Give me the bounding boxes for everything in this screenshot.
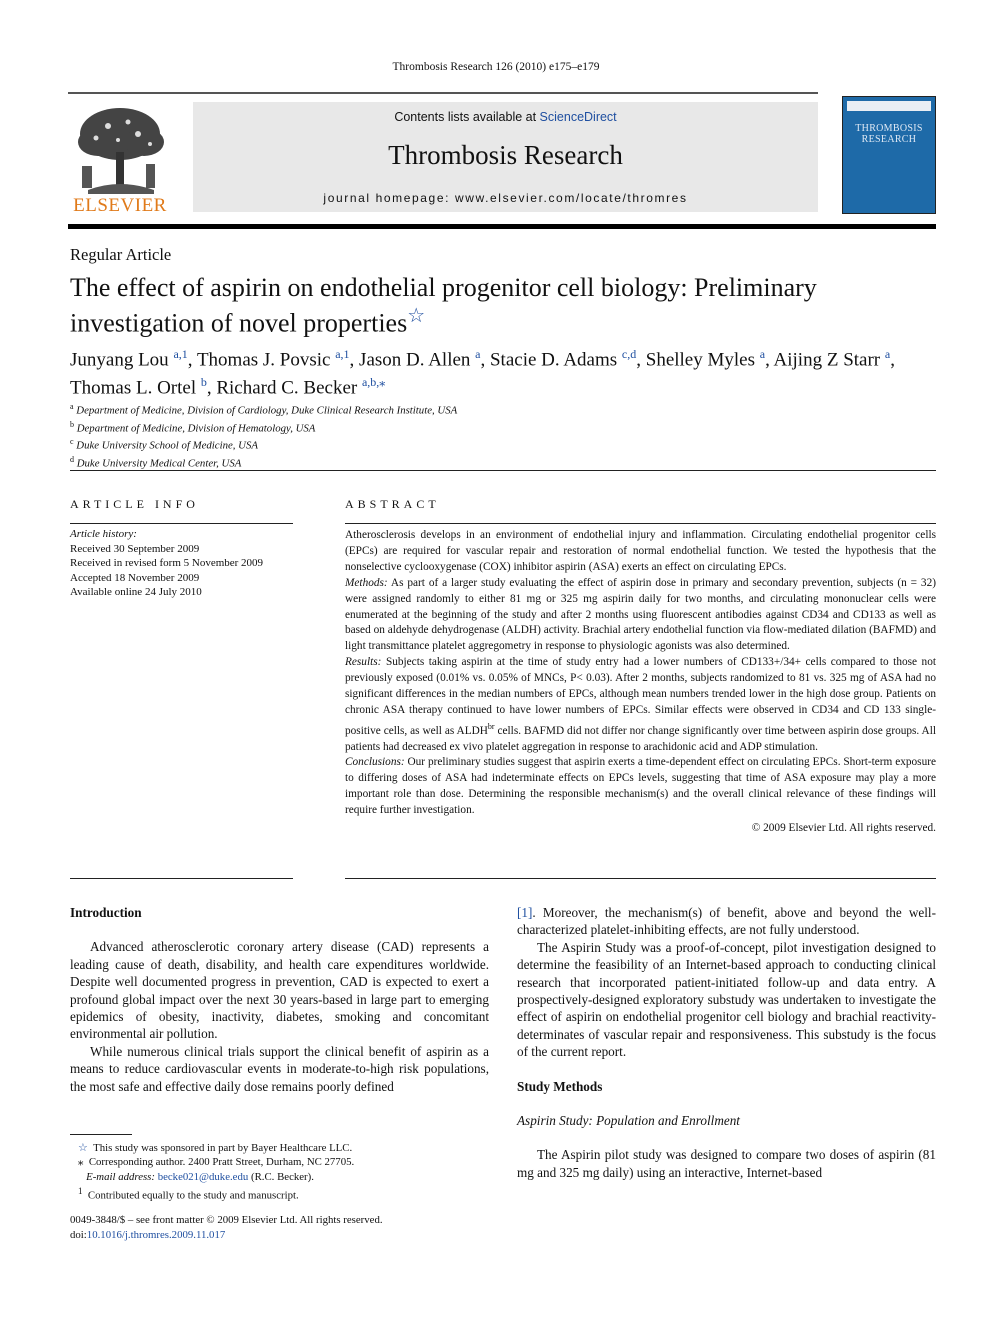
section-divider [70, 470, 936, 471]
results-sup: br [487, 721, 495, 731]
intro-paragraph-1: Advanced atherosclerotic coronary artery disease (CAD) represents a leading cause of death, disability, and health care expenditures worldwide. Despite well documented progress in prevention, CAD is expected to exert a profound global impact over the next 30 years-based in large part to emerging epidemics of obesity, inactivity, diabetes, smoking and concomitant environmental air pollution. [70, 939, 489, 1042]
history-accepted: Accepted 18 November 2009 [70, 571, 200, 584]
doi-link[interactable]: 10.1016/j.thromres.2009.11.017 [86, 1229, 226, 1241]
abstract-conclusions [345, 755, 936, 819]
author-name: Thomas L. Ortel [70, 377, 197, 399]
author-affiliation-mark[interactable]: c,d [621, 347, 637, 361]
affiliation-mark: b [70, 419, 74, 429]
results-text-a: Subjects taking aspirin at the time of study entry had a lower numbers of CD133+/34+ cells compared to those not previously exposed (0.01% vs. 0.05% of MNCs, P< 0.03). After 2 months, subjects randomized to 81 vs. 325 mg of ASA had no significant differences in the median numbers of EPCs, although mean numbers trended lower in the high dose group. Patients on chronic ASA therapy continued to have lower numbers of EPCs. Similar effects were observed in CD34 and CD 133 single-positive cells, as well as ALDH [345, 656, 936, 737]
journal-homepage[interactable]: journal homepage: www.elsevier.com/locate/thromres [323, 191, 688, 205]
author-affiliation-mark[interactable]: a [884, 347, 891, 361]
abstract-heading: ABSTRACT [345, 497, 440, 511]
affiliation-item [70, 418, 770, 436]
right-paragraph-2: The Aspirin Study was a proof-of-concept, pilot investigation designed to determine the feasibility of an Internet-based approach to conducting clinical research that incorporated patient-initiated follow-up and data entry. A prospectively-designed exploratory substudy was undertaken to investigate the effect of aspirin on endothelial progenitor cell biology and brachial reactivity-determinates of vascular repair and responsiveness. This substudy is the focus of the current report. [517, 939, 936, 1060]
abstract-background: Atherosclerosis develops in an environment of endothelial injury and inflammation. Circulating endothelial progenitor cells (EPCs) are required for vascular repair and restoration of normal endothelial function. We tested the hypothesis that the nonselective cyclooxygenase (COX) inhibitor aspirin (ASA) exerts an effect on circulating EPCs. [345, 529, 936, 573]
issn-line: 0049-3848/$ – see front matter © 2009 Elsevier Ltd. All rights reserved. [70, 1214, 383, 1226]
article-info-heading: ARTICLE INFO [70, 497, 199, 511]
contents-line [193, 110, 818, 124]
body-left-column [70, 904, 489, 1095]
affiliation-text: Duke University Medical Center, USA [76, 457, 242, 470]
abstract-results [345, 655, 936, 755]
affiliation-item [70, 453, 770, 471]
body-right-column [517, 904, 936, 1181]
affiliation-mark: c [70, 437, 74, 447]
introduction-heading: Introduction [70, 905, 142, 920]
right-paragraph-1-text: . Moreover, the mechanism(s) of benefit, above and beyond the well-characterized platelet-inhibiting effects, are not fully understood. [517, 905, 936, 938]
footnote-equal-text: Contributed equally to the study and manuscript. [87, 1189, 299, 1202]
article-info-rule [70, 523, 293, 524]
affiliation-item [70, 400, 770, 418]
abstract-rule [345, 523, 936, 524]
email-link[interactable]: becke021@duke.edu [157, 1170, 249, 1183]
footnote-asterisk-icon: ⁎ [78, 1156, 84, 1169]
author-list: Junyang Lou $^{a,1}$, Thomas J. Povsic $^{a,1}$, Jason D. Allen $^a$, Stacie D. Adams $^{c,d}$, Shelley Myles $^a$, Aijing Z Starr $^a$, Thomas L. Ortel $^b$, Richard C. Becker $^{a,b,⁎}$ [70, 347, 895, 399]
abstract-end-rule [345, 878, 936, 879]
cover-header-strip [847, 101, 931, 111]
author-name: Jason D. Allen [359, 349, 471, 371]
reference-link-1[interactable]: [1] [517, 905, 533, 920]
history-label: Article history: [70, 528, 137, 540]
elsevier-logo[interactable] [68, 104, 172, 216]
conclusions-label: Conclusions: [345, 756, 405, 769]
results-text-b: cells. BAFMD did not differ nor change significantly over time between aspirin dose groups. All patients had decreased ex vivo platelet aggregation in response to arachidonic acid and ADP stimulation. [345, 724, 936, 753]
footnote-funding [70, 1141, 490, 1155]
study-methods-heading: Study Methods [517, 1078, 603, 1094]
affiliation-text: Duke University School of Medicine, USA [76, 439, 258, 452]
sciencedirect-link[interactable]: ScienceDirect [539, 110, 617, 124]
results-label: Results: [345, 656, 382, 669]
footnote-email [70, 1170, 490, 1184]
abstract-body [345, 528, 936, 837]
author-affiliation-mark[interactable]: a [475, 347, 481, 361]
author-name: Thomas J. Povsic [196, 349, 331, 371]
title-footnote-star-icon[interactable]: ☆ [407, 305, 426, 327]
article-history [70, 527, 293, 600]
author-name: Stacie D. Adams [489, 349, 618, 371]
footnote-corresponding-text: Corresponding author. 2400 Pratt Street, Durham, NC 27705. [88, 1156, 355, 1169]
affiliation-text: Department of Medicine, Division of Hematology, USA [76, 422, 316, 435]
history-online: Available online 24 July 2010 [70, 586, 202, 598]
footnote-star-icon: ☆ [78, 1142, 88, 1154]
journal-citation: Thrombosis Research 126 (2010) e175–e179 [392, 61, 600, 73]
affiliation-text: Department of Medicine, Division of Cardiology, Duke Clinical Research Institute, USA [76, 404, 458, 417]
footnote-corresponding [70, 1155, 490, 1169]
header-divider [68, 92, 818, 94]
author-affiliation-mark[interactable]: a,b,⁎ [361, 375, 386, 390]
elsevier-wordmark: ELSEVIER [73, 195, 167, 216]
author-affiliation-mark[interactable]: b [200, 375, 207, 390]
email-suffix: (R.C. Becker). [248, 1170, 314, 1183]
article-info-end-rule [70, 878, 293, 879]
cover-title [843, 123, 935, 145]
author-affiliation-mark[interactable]: a,1 [335, 347, 350, 361]
doi-label: doi: [70, 1229, 87, 1241]
journal-title: Thrombosis Research [388, 140, 623, 170]
right-paragraph-1 [517, 904, 936, 939]
abstract-methods [345, 576, 936, 656]
footnote-funding-text: This study was sponsored in part by Bayer Healthcare LLC. [93, 1142, 353, 1154]
abstract-copyright: © 2009 Elsevier Ltd. All rights reserved. [751, 822, 936, 835]
contents-prefix: Contents lists available at [394, 110, 540, 124]
bottom-meta [70, 1213, 490, 1243]
footnotes [70, 1141, 490, 1203]
author-affiliation-mark[interactable]: a,1 [173, 347, 188, 361]
journal-banner [193, 102, 818, 212]
affiliation-mark: d [70, 454, 74, 464]
history-received: Received 30 September 2009 [70, 542, 200, 555]
aspirin-study-subheading: Aspirin Study: Population and Enrollment [517, 1113, 740, 1129]
cover-title-line2: RESEARCH [861, 134, 917, 145]
history-revised: Received in revised form 5 November 2009 [70, 557, 264, 569]
author-name: Shelley Myles [645, 349, 755, 371]
intro-paragraph-2: While numerous clinical trials support the clinical benefit of aspirin as a means to reduce cardiovascular events in moderate-to-high risk populations, the most safe and effective daily dose remains poorly defined [70, 1043, 489, 1094]
affiliations [70, 400, 770, 470]
email-label: E-mail address: [86, 1170, 155, 1183]
author-name: Aijing Z Starr [773, 349, 881, 371]
article-title [70, 273, 950, 338]
header-thick-rule [68, 224, 936, 229]
affiliation-mark: a [70, 402, 74, 411]
affiliation-item [70, 435, 770, 453]
footnote-one-mark: 1 [78, 1186, 83, 1197]
cover-title-line1: THROMBOSIS [855, 123, 923, 134]
journal-cover[interactable] [842, 96, 936, 214]
conclusions-text: Our preliminary studies suggest that aspirin exerts a time-dependent effect on circulating EPCs. Short-term exposure to differing doses of ASA had indeterminate effects on EPCs levels, suggesting that time of ASA exposure may play a more important role than dose. Determining the responsible mechanism(s) and the overall clinical relevance of these findings will require further investigation. [345, 756, 936, 817]
footnote-equal-contribution [70, 1184, 490, 1203]
author-name: Junyang Lou [70, 349, 169, 371]
footnote-rule [70, 1134, 132, 1135]
article-title-text: The effect of aspirin on endothelial progenitor cell biology: Preliminary investigation of novel properties [70, 273, 817, 338]
author-affiliation-mark[interactable]: a [759, 347, 766, 361]
methods-text: As part of a larger study evaluating the effect of aspirin dose in primary and secondary prevention, subjects (n = 32) were assigned randomly to either 81 mg or 325 mg aspirin daily for two months, and circulating mononuclear cells were enumerated at the beginning of the study and after 2 months using fluorescent antibodies against CD34 and CD133 as well as based on aldehyde dehydrogenase (ALDH) activity. Brachial artery endothelial function via flow-mediated dilation (BAFMD) and light transmittance platelet aggregometry in response to physiologic agonists was also determined. [345, 576, 936, 653]
doi-line [70, 1228, 490, 1243]
right-paragraph-3: The Aspirin pilot study was designed to compare two doses of aspirin (81 mg and 325 mg daily) using an interactive, Internet-based [517, 1147, 936, 1180]
author-name: Richard C. Becker [216, 377, 358, 399]
article-type: Regular Article [70, 245, 172, 264]
methods-label: Methods: [345, 576, 388, 589]
